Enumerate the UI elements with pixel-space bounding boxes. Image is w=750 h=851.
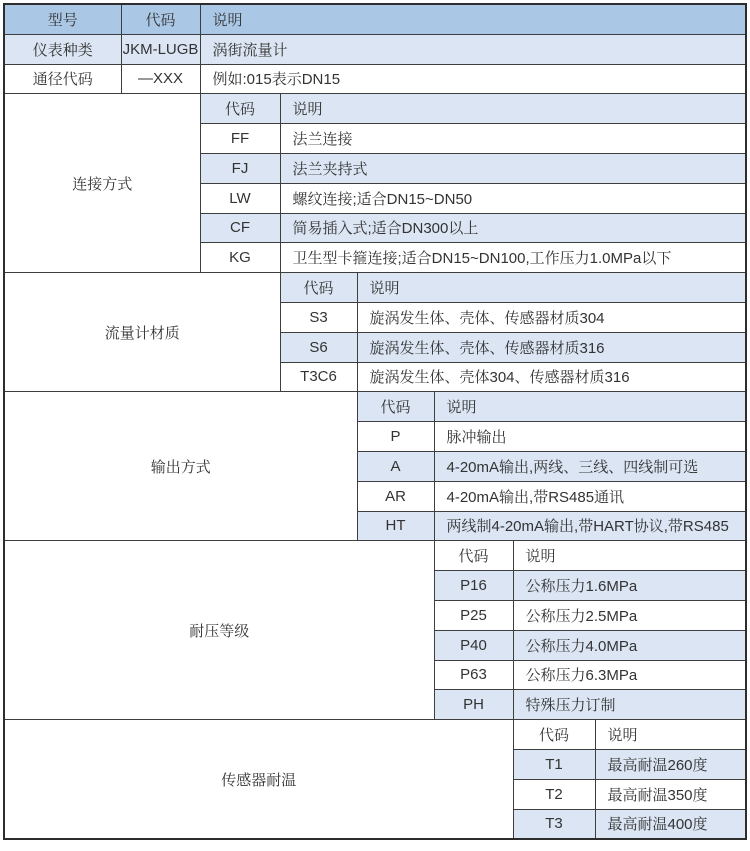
sub-header-row [4,541,746,571]
desc-cell: 简易插入式;适合DN300以上 [280,213,746,243]
code-cell: S6 [280,332,357,362]
table-row [4,64,746,94]
code-cell: A [357,451,434,481]
desc-cell: 公称压力2.5MPa [513,600,746,630]
section-label-pressure: 耐压等级 [4,541,434,720]
desc-cell: 特殊压力订制 [513,690,746,720]
code-cell: T2 [513,779,595,809]
sub-header-code: 代码 [357,392,434,422]
desc-cell: 法兰连接 [280,124,746,154]
code-cell: P63 [434,660,513,690]
code-cell: P40 [434,630,513,660]
code-cell: T3 [513,809,595,839]
row-label: 通径代码 [4,64,121,94]
code-cell: T1 [513,749,595,779]
sub-header-desc: 说明 [280,94,746,124]
code-cell: T3C6 [280,362,357,392]
desc-cell: 法兰夹持式 [280,153,746,183]
code-cell: AR [357,481,434,511]
row-label: 仪表种类 [4,34,121,64]
code-cell: P16 [434,571,513,601]
sub-header-row [4,720,746,750]
desc-cell: 螺纹连接;适合DN15~DN50 [280,183,746,213]
code-cell: P25 [434,600,513,630]
table-row [4,34,746,64]
sub-header-desc: 说明 [357,273,746,303]
desc-cell: 脉冲输出 [434,422,746,452]
sub-header-row [4,94,746,124]
desc-cell: 卫生型卡箍连接;适合DN15~DN100,工作压力1.0MPa以下 [280,243,746,273]
section-label-temperature: 传感器耐温 [4,720,513,840]
desc-cell: 公称压力6.3MPa [513,660,746,690]
desc-cell: 最高耐温400度 [595,809,746,839]
desc-cell: 4-20mA输出,带RS485通讯 [434,481,746,511]
code-cell: HT [357,511,434,541]
code-cell: JKM-LUGB [121,34,200,64]
col-header-code: 代码 [121,4,200,34]
desc-cell: 公称压力4.0MPa [513,630,746,660]
desc-cell: 两线制4-20mA输出,带HART协议,带RS485 [434,511,746,541]
code-cell: CF [200,213,280,243]
col-header-desc: 说明 [200,4,746,34]
sub-header-code: 代码 [200,94,280,124]
model-selection-table [3,3,747,840]
desc-cell: 旋涡发生体、壳体、传感器材质316 [357,332,746,362]
sub-header-row [4,392,746,422]
section-label-connection: 连接方式 [4,94,200,273]
sub-header-desc: 说明 [595,720,746,750]
sub-header-row [4,273,746,303]
sub-header-desc: 说明 [513,541,746,571]
main-header-row [4,4,746,34]
section-label-material: 流量计材质 [4,273,280,392]
section-label-output: 输出方式 [4,392,357,541]
code-cell: KG [200,243,280,273]
desc-cell: 最高耐温350度 [595,779,746,809]
code-cell: P [357,422,434,452]
desc-cell: 旋涡发生体、壳体、传感器材质304 [357,302,746,332]
desc-cell: 旋涡发生体、壳体304、传感器材质316 [357,362,746,392]
code-cell: LW [200,183,280,213]
sub-header-code: 代码 [513,720,595,750]
desc-cell: 涡街流量计 [200,34,746,64]
code-cell: S3 [280,302,357,332]
desc-cell: 公称压力1.6MPa [513,571,746,601]
code-cell: PH [434,690,513,720]
code-cell: —XXX [121,64,200,94]
desc-cell: 最高耐温260度 [595,749,746,779]
sub-header-code: 代码 [434,541,513,571]
desc-cell: 例如:015表示DN15 [200,64,746,94]
col-header-model: 型号 [4,4,121,34]
code-cell: FJ [200,153,280,183]
sub-header-code: 代码 [280,273,357,303]
desc-cell: 4-20mA输出,两线、三线、四线制可选 [434,451,746,481]
sub-header-desc: 说明 [434,392,746,422]
code-cell: FF [200,124,280,154]
